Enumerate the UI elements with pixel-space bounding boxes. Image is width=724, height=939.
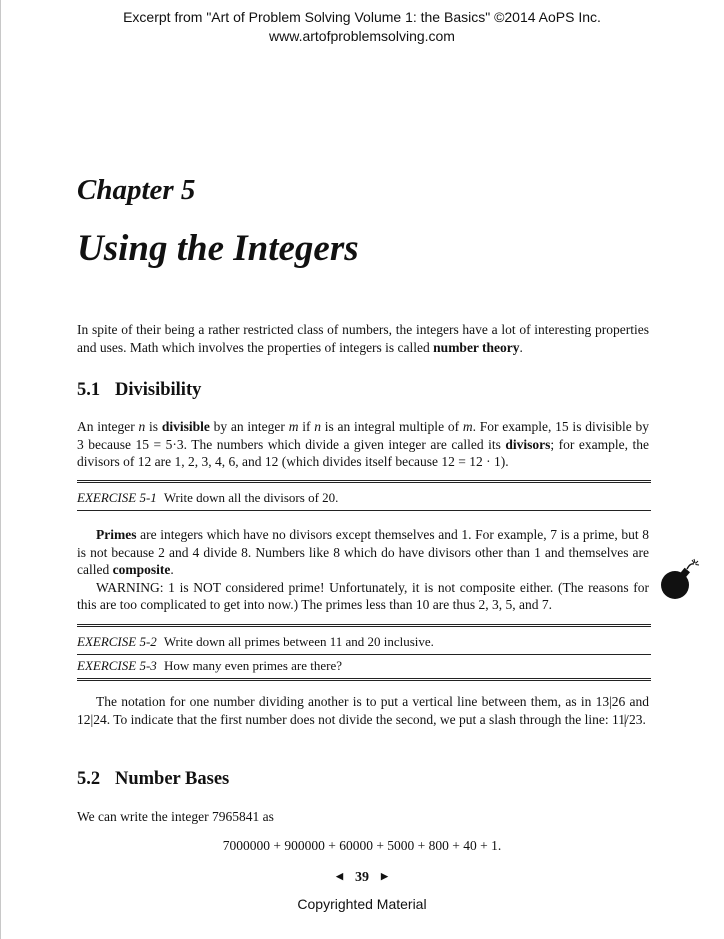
math-var: m	[462, 419, 473, 434]
excerpt-header	[0, 8, 724, 46]
page-number: 39	[355, 870, 369, 885]
text-run: .	[170, 562, 174, 577]
section-heading-divisibility	[77, 380, 201, 401]
section-number: 5.1	[77, 380, 101, 400]
text-run: are integers which have no divisors except themselves and 1. For example, 7 is a prime, but 8 is not because 2 and 4 divide 8. Numbers like 8 which do have divisors other than 1 and themselves are called	[77, 527, 649, 577]
expansion-equation: 7000000 + 900000 + 60000 + 5000 + 800 + 40 + 1.	[222, 838, 502, 853]
text-run: by an integer	[209, 419, 289, 434]
math-var: m	[288, 419, 299, 434]
section-title: Number Bases	[115, 769, 230, 789]
divisibility-paragraph	[77, 418, 649, 471]
text-run: is an integral multiple of	[320, 419, 463, 434]
section-title: Divisibility	[115, 380, 202, 400]
section-number: 5.2	[77, 769, 101, 789]
bold-term: composite	[112, 562, 171, 577]
math-var: n	[314, 419, 321, 434]
intro-end: .	[519, 339, 523, 355]
bold-term: Primes	[96, 527, 137, 542]
text-run: The notation for one number dividing another is to put a vertical line between them, as in 13|26 and 12|24. To indicate that the first number does not divide the second, we put a slash through the line: 11	[77, 694, 649, 727]
exercise-5-1	[77, 480, 651, 511]
previous-page-icon[interactable]: ◀	[336, 871, 343, 881]
text-run: is	[145, 419, 162, 434]
text-run: 23.	[629, 711, 646, 727]
section-heading-number-bases	[77, 769, 229, 790]
bases-paragraph: We can write the integer 7965841 as	[77, 809, 274, 824]
exercise-text: Write down all primes between 11 and 20 inclusive.	[163, 634, 434, 649]
notation-paragraph	[77, 693, 649, 728]
warning-text: WARNING: 1 is NOT considered prime! Unfortunately, it is not composite either. (The reasons for this are too complicated to get into now.) The primes less than 10 are thus 2, 3, 5, and 7.	[77, 579, 649, 612]
bold-term: divisible	[161, 419, 210, 434]
exercise-label: EXERCISE 5-2	[77, 634, 157, 649]
exercise-text: How many even primes are there?	[164, 658, 342, 673]
chapter-title: Using the Integers	[77, 228, 359, 269]
math-var: n	[138, 419, 146, 434]
text-run: if	[298, 419, 315, 434]
text-run: . For example, 15 is divisible by 3 because 15 = 5·3. The numbers which divide a given integer are called its	[77, 419, 649, 452]
header-url[interactable]: www.artofproblemsolving.com	[269, 28, 455, 44]
text-run: An integer	[77, 419, 139, 434]
page-navigator	[0, 870, 724, 886]
exercise-text: Write down all the divisors of 20.	[163, 490, 339, 505]
exercise-label: EXERCISE 5-1	[77, 490, 157, 505]
intro-paragraph	[77, 321, 649, 356]
primes-paragraph	[77, 526, 649, 614]
copyright-footer: Copyrighted Material	[297, 896, 427, 912]
intro-text: In spite of their being a rather restricted class of numbers, the integers have a lot of interesting properties and uses. Math which involves the properties of integers is called	[77, 322, 649, 355]
text-run: ; for example, the divisors of 12 are 1, 2, 3, 4, 6, and 12 (which divides itself because 12 = 12 · 1).	[77, 436, 649, 469]
page-edge	[0, 0, 1, 939]
header-line-1: Excerpt from "Art of Problem Solving Volume 1: the Basics" ©2014 AoPS Inc.	[123, 9, 601, 25]
bomb-icon	[659, 557, 701, 601]
exercise-label: EXERCISE 5-3	[77, 658, 157, 673]
intro-bold-term: number theory	[433, 339, 520, 355]
chapter-label: Chapter 5	[77, 174, 196, 206]
next-page-icon[interactable]: ▶	[381, 871, 388, 881]
bold-term: divisors	[505, 436, 551, 452]
exercise-5-3	[77, 651, 651, 681]
